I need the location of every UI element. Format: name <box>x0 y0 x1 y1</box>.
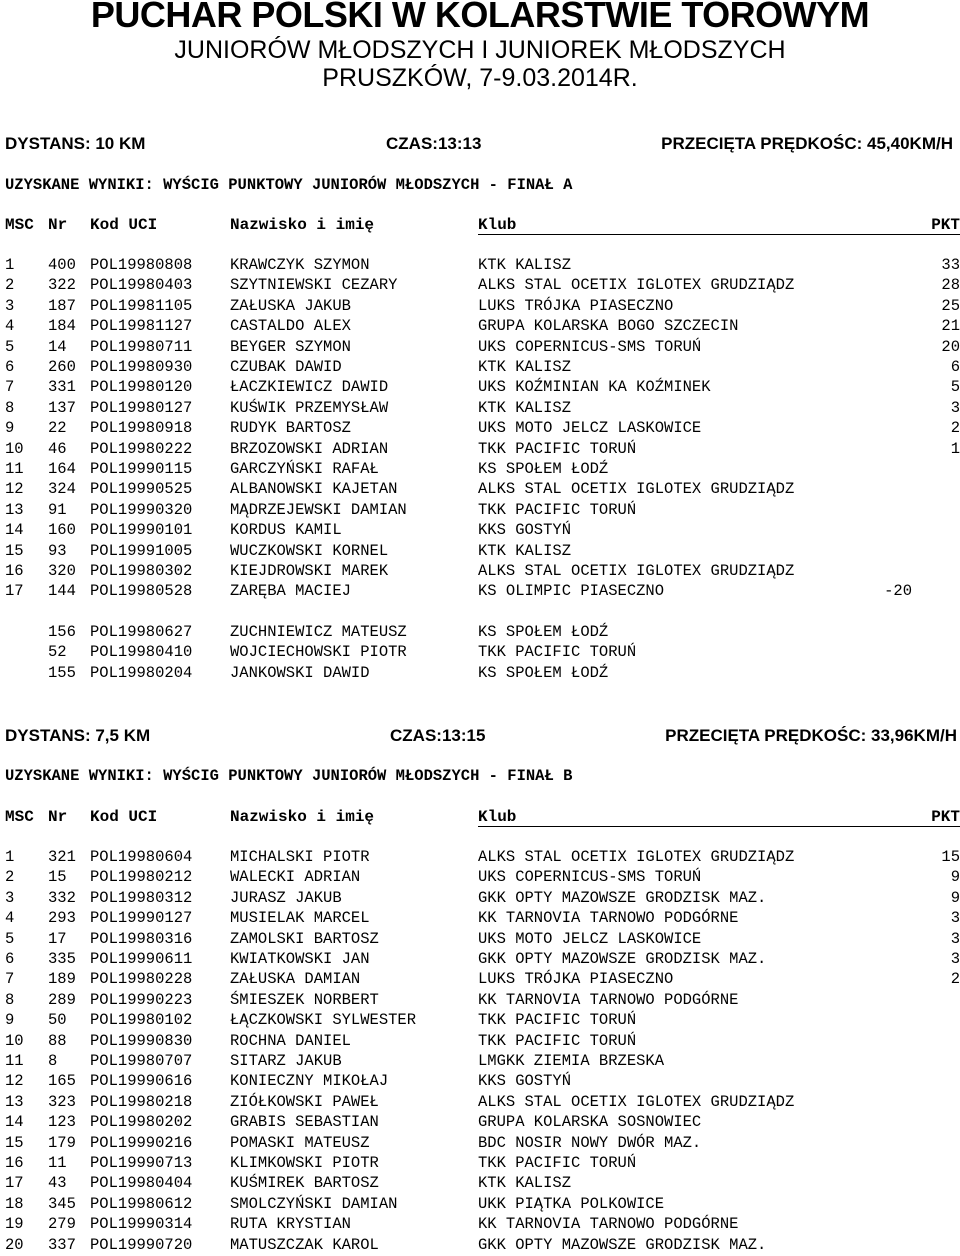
result-row <box>0 950 960 970</box>
cell-name: KUŚMIREK BARTOSZ <box>230 1174 379 1192</box>
cell-pkt: 2 <box>950 970 960 988</box>
cell-msc: 1 <box>5 848 15 866</box>
cell-name: MUSIELAK MARCEL <box>230 909 370 927</box>
cell-msc: 9 <box>5 1011 15 1029</box>
cell-club: KKS GOSTYŃ <box>478 521 572 539</box>
cell-msc: 14 <box>5 1113 24 1131</box>
cell-name: ZARĘBA MACIEJ <box>230 582 351 600</box>
cell-name: ZUCHNIEWICZ MATEUSZ <box>230 623 407 641</box>
cell-uci: POL19990611 <box>90 950 193 968</box>
cell-nr: 400 <box>48 256 76 274</box>
race-speed: PRZECIĘTA PRĘDKOŚC: 33,96KM/H <box>665 726 957 745</box>
cell-msc: 17 <box>5 1174 24 1192</box>
race-meta <box>0 726 960 750</box>
result-row <box>0 1154 960 1174</box>
cell-name: WUCZKOWSKI KORNEL <box>230 542 389 560</box>
col-header-pkt: PKT <box>900 808 960 827</box>
result-row <box>0 419 960 439</box>
cell-msc: 15 <box>5 542 24 560</box>
place-date: PRUSZKÓW, 7-9.03.2014R. <box>322 64 638 92</box>
result-row <box>0 256 960 276</box>
result-row <box>0 1032 960 1052</box>
cell-club: KKS GOSTYŃ <box>478 1072 572 1090</box>
result-row <box>0 542 960 562</box>
cell-nr: 337 <box>48 1236 76 1254</box>
cell-club: ALKS STAL OCETIX IGLOTEX GRUDZIĄDZ <box>478 562 795 580</box>
cell-pkt: 20 <box>941 338 960 356</box>
unranked-row <box>0 623 960 643</box>
cell-uci: POL19980808 <box>90 256 193 274</box>
cell-name: ZIÓŁKOWSKI PAWEŁ <box>230 1093 379 1111</box>
cell-pkt: 28 <box>941 276 960 294</box>
cell-club: BDC NOSIR NOWY DWÓR MAZ. <box>478 1134 702 1152</box>
cell-nr: 8 <box>48 1052 58 1070</box>
cell-msc: 11 <box>5 1052 24 1070</box>
unranked-row <box>0 664 960 684</box>
cell-nr: 165 <box>48 1072 76 1090</box>
cell-club: GRUPA KOLARSKA BOGO SZCZECIN <box>478 317 739 335</box>
cell-msc: 1 <box>5 256 15 274</box>
cell-club: UKS KOŹMINIAN KA KOŹMINEK <box>478 378 711 396</box>
cell-nr: 22 <box>48 419 67 437</box>
cell-uci: POL19980212 <box>90 868 193 886</box>
cell-name: KONIECZNY MIKOŁAJ <box>230 1072 389 1090</box>
result-row <box>0 1134 960 1154</box>
cell-uci: POL19980127 <box>90 399 193 417</box>
cell-uci: POL19980604 <box>90 848 193 866</box>
cell-msc: 10 <box>5 440 24 458</box>
cell-club: ALKS STAL OCETIX IGLOTEX GRUDZIĄDZ <box>478 480 795 498</box>
cell-name: SITARZ JAKUB <box>230 1052 342 1070</box>
cell-pkt: 3 <box>950 930 960 948</box>
col-header-uci: Kod UCI <box>90 808 158 826</box>
column-headers <box>0 216 960 238</box>
result-row <box>0 909 960 929</box>
cell-name: ŁACZKIEWICZ DAWID <box>230 378 389 396</box>
cell-nr: 320 <box>48 562 76 580</box>
cell-uci: POL19980120 <box>90 378 193 396</box>
cell-msc: 12 <box>5 1072 24 1090</box>
cell-msc: 10 <box>5 1032 24 1050</box>
cell-club: KS SPOŁEM ŁODŹ <box>478 460 609 478</box>
cell-msc: 11 <box>5 460 24 478</box>
column-headers <box>0 808 960 830</box>
cell-pkt: 25 <box>941 297 960 315</box>
cell-club: ALKS STAL OCETIX IGLOTEX GRUDZIĄDZ <box>478 848 795 866</box>
col-header-club: Klub <box>478 808 958 827</box>
cell-msc: 20 <box>5 1236 24 1254</box>
result-row <box>0 1093 960 1113</box>
race-caption: UZYSKANE WYNIKI: WYŚCIG PUNKTOWY JUNIORÓW MŁODSZYCH - FINAŁ A <box>5 176 573 194</box>
race-distance: DYSTANS: 10 KM <box>5 134 146 153</box>
cell-nr: 14 <box>48 338 67 356</box>
cell-club: UKS COPERNICUS-SMS TORUŃ <box>478 868 702 886</box>
cell-nr: 187 <box>48 297 76 315</box>
cell-club: UKS MOTO JELCZ LASKOWICE <box>478 930 702 948</box>
cell-uci: POL19990115 <box>90 460 193 478</box>
cell-uci: POL19980222 <box>90 440 193 458</box>
cell-club: TKK PACIFIC TORUŃ <box>478 1032 637 1050</box>
result-row <box>0 1072 960 1092</box>
cell-nr: 293 <box>48 909 76 927</box>
cell-name: KWIATKOWSKI JAN <box>230 950 370 968</box>
result-row <box>0 1195 960 1215</box>
cell-club: KS SPOŁEM ŁODŹ <box>478 623 609 641</box>
cell-uci: POL19980410 <box>90 643 193 661</box>
cell-name: GARCZYŃSKI RAFAŁ <box>230 460 379 478</box>
cell-msc: 16 <box>5 562 24 580</box>
cell-club: KTK KALISZ <box>478 358 572 376</box>
cell-club: TKK PACIFIC TORUŃ <box>478 1154 637 1172</box>
cell-uci: POL19980316 <box>90 930 193 948</box>
cell-pkt: 21 <box>941 317 960 335</box>
cell-pkt: 3 <box>950 950 960 968</box>
cell-club: UKS COPERNICUS-SMS TORUŃ <box>478 338 702 356</box>
result-row <box>0 460 960 480</box>
cell-msc: 14 <box>5 521 24 539</box>
cell-nr: 144 <box>48 582 76 600</box>
col-header-msc: MSC <box>5 216 34 234</box>
cell-uci: POL19980930 <box>90 358 193 376</box>
cell-msc: 6 <box>5 950 15 968</box>
col-header-pkt: PKT <box>900 216 960 235</box>
cell-name: ZAŁUSKA JAKUB <box>230 297 351 315</box>
cell-club: KK TARNOVIA TARNOWO PODGÓRNE <box>478 1215 739 1233</box>
cell-msc: 17 <box>5 582 24 600</box>
result-row <box>0 1236 960 1256</box>
cell-msc: 8 <box>5 399 15 417</box>
cell-name: CZUBAK DAWID <box>230 358 342 376</box>
cell-name: MATUSZCZAK KAROL <box>230 1236 379 1254</box>
cell-nr: 279 <box>48 1215 76 1233</box>
cell-msc: 9 <box>5 419 15 437</box>
result-row <box>0 562 960 582</box>
cell-name: WALECKI ADRIAN <box>230 868 361 886</box>
cell-club: TKK PACIFIC TORUŃ <box>478 440 637 458</box>
cell-nr: 164 <box>48 460 76 478</box>
col-header-msc: MSC <box>5 808 34 826</box>
cell-name: RUDYK BARTOSZ <box>230 419 351 437</box>
cell-club: TKK PACIFIC TORUŃ <box>478 501 637 519</box>
cell-club: ALKS STAL OCETIX IGLOTEX GRUDZIĄDZ <box>478 1093 795 1111</box>
cell-pkt: 9 <box>950 889 960 907</box>
cell-nr: 345 <box>48 1195 76 1213</box>
cell-uci: POL19990720 <box>90 1236 193 1254</box>
result-row <box>0 521 960 541</box>
cell-pkt: 1 <box>950 440 960 458</box>
cell-club: GKK OPTY MAZOWSZE GRODZISK MAZ. <box>478 889 767 907</box>
cell-club: KS OLIMPIC PIASECZNO <box>478 582 665 600</box>
cell-uci: POL19980612 <box>90 1195 193 1213</box>
result-row <box>0 1052 960 1072</box>
race-speed: PRZECIĘTA PRĘDKOŚC: 45,40KM/H <box>661 134 953 153</box>
race-caption: UZYSKANE WYNIKI: WYŚCIG PUNKTOWY JUNIORÓW MŁODSZYCH - FINAŁ B <box>5 767 573 785</box>
cell-msc: 13 <box>5 501 24 519</box>
cell-uci: POL19990713 <box>90 1154 193 1172</box>
result-row <box>0 848 960 868</box>
cell-club: UKK PIĄTKA POLKOWICE <box>478 1195 665 1213</box>
result-row <box>0 930 960 950</box>
result-row <box>0 970 960 990</box>
result-row <box>0 440 960 460</box>
cell-nr: 155 <box>48 664 76 682</box>
cell-nr: 335 <box>48 950 76 968</box>
cell-nr: 88 <box>48 1032 67 1050</box>
cell-pkt: 33 <box>941 256 960 274</box>
col-header-nr: Nr <box>48 216 68 234</box>
result-row <box>0 889 960 909</box>
cell-club: LUKS TRÓJKA PIASECZNO <box>478 297 674 315</box>
cell-pkt: 15 <box>941 848 960 866</box>
cell-uci: POL19980202 <box>90 1113 193 1131</box>
result-row <box>0 582 960 602</box>
result-row <box>0 276 960 296</box>
cell-name: POMASKI MATEUSZ <box>230 1134 370 1152</box>
cell-name: KORDUS KAMIL <box>230 521 342 539</box>
cell-uci: POL19990525 <box>90 480 193 498</box>
cell-nr: 332 <box>48 889 76 907</box>
cell-name: SMOLCZYŃSKI DAMIAN <box>230 1195 398 1213</box>
cell-club: GKK OPTY MAZOWSZE GRODZISK MAZ. <box>478 1236 767 1254</box>
unranked-row <box>0 643 960 663</box>
cell-uci: POL19990830 <box>90 1032 193 1050</box>
cell-name: MĄDRZEJEWSKI DAMIAN <box>230 501 407 519</box>
cell-nr: 43 <box>48 1174 67 1192</box>
result-row <box>0 338 960 358</box>
cell-club: TKK PACIFIC TORUŃ <box>478 643 637 661</box>
cell-name: BEYGER SZYMON <box>230 338 351 356</box>
cell-name: MICHALSKI PIOTR <box>230 848 370 866</box>
col-header-club: Klub <box>478 216 958 235</box>
cell-msc: 5 <box>5 930 15 948</box>
cell-name: RUTA KRYSTIAN <box>230 1215 351 1233</box>
cell-uci: POL19980218 <box>90 1093 193 1111</box>
cell-name: ALBANOWSKI KAJETAN <box>230 480 398 498</box>
cell-pkt: 3 <box>950 909 960 927</box>
cell-nr: 15 <box>48 868 67 886</box>
cell-uci: POL19981105 <box>90 297 193 315</box>
race-time: CZAS:13:15 <box>390 726 486 745</box>
cell-uci: POL19990320 <box>90 501 193 519</box>
result-row <box>0 399 960 419</box>
cell-name: ROCHNA DANIEL <box>230 1032 351 1050</box>
result-row <box>0 991 960 1011</box>
cell-uci: POL19980404 <box>90 1174 193 1192</box>
cell-uci: POL19981127 <box>90 317 193 335</box>
result-row <box>0 1113 960 1133</box>
cell-nr: 323 <box>48 1093 76 1111</box>
result-row <box>0 501 960 521</box>
result-row <box>0 480 960 500</box>
cell-club: KTK KALISZ <box>478 542 572 560</box>
cell-uci: POL19990223 <box>90 991 193 1009</box>
cell-name: JANKOWSKI DAWID <box>230 664 370 682</box>
cell-msc: 5 <box>5 338 15 356</box>
cell-club: KS SPOŁEM ŁODŹ <box>478 664 609 682</box>
result-row <box>0 1174 960 1194</box>
cell-nr: 321 <box>48 848 76 866</box>
cell-nr: 289 <box>48 991 76 1009</box>
cell-msc: 7 <box>5 378 15 396</box>
cell-name: ŁĄCZKOWSKI SYLWESTER <box>230 1011 417 1029</box>
cell-club: LMGKK ZIEMIA BRZESKA <box>478 1052 665 1070</box>
cell-nr: 123 <box>48 1113 76 1131</box>
cell-nr: 179 <box>48 1134 76 1152</box>
result-row <box>0 378 960 398</box>
cell-uci: POL19991005 <box>90 542 193 560</box>
cell-name: KUŚWIK PRZEMYSŁAW <box>230 399 389 417</box>
cell-uci: POL19980204 <box>90 664 193 682</box>
cell-club: UKS MOTO JELCZ LASKOWICE <box>478 419 702 437</box>
cell-name: CASTALDO ALEX <box>230 317 351 335</box>
cell-msc: 19 <box>5 1215 24 1233</box>
cell-msc: 7 <box>5 970 15 988</box>
cell-club: KTK KALISZ <box>478 256 572 274</box>
cell-msc: 4 <box>5 317 15 335</box>
cell-uci: POL19980711 <box>90 338 193 356</box>
cell-club: KTK KALISZ <box>478 399 572 417</box>
cell-name: BRZOZOWSKI ADRIAN <box>230 440 389 458</box>
cell-name: ZAMOLSKI BARTOSZ <box>230 930 379 948</box>
cell-name: SZYTNIEWSKI CEZARY <box>230 276 398 294</box>
cell-uci: POL19990101 <box>90 521 193 539</box>
col-header-name: Nazwisko i imię <box>230 216 375 234</box>
cell-club: LUKS TRÓJKA PIASECZNO <box>478 970 674 988</box>
cell-nr: 331 <box>48 378 76 396</box>
cell-uci: POL19980312 <box>90 889 193 907</box>
cell-nr: 324 <box>48 480 76 498</box>
cell-pkt: -20 <box>884 582 912 600</box>
cell-msc: 6 <box>5 358 15 376</box>
cell-nr: 91 <box>48 501 67 519</box>
cell-msc: 8 <box>5 991 15 1009</box>
cell-uci: POL19990216 <box>90 1134 193 1152</box>
cell-msc: 16 <box>5 1154 24 1172</box>
cell-club: KK TARNOVIA TARNOWO PODGÓRNE <box>478 991 739 1009</box>
cell-name: KIEJDROWSKI MAREK <box>230 562 389 580</box>
cell-pkt: 5 <box>950 378 960 396</box>
cell-uci: POL19980707 <box>90 1052 193 1070</box>
cell-uci: POL19990127 <box>90 909 193 927</box>
result-row <box>0 317 960 337</box>
cell-name: JURASZ JAKUB <box>230 889 342 907</box>
cell-name: ŚMIESZEK NORBERT <box>230 991 379 1009</box>
cell-msc: 12 <box>5 480 24 498</box>
result-row <box>0 1215 960 1235</box>
cell-name: WOJCIECHOWSKI PIOTR <box>230 643 407 661</box>
cell-msc: 2 <box>5 868 15 886</box>
cell-uci: POL19980403 <box>90 276 193 294</box>
cell-club: TKK PACIFIC TORUŃ <box>478 1011 637 1029</box>
cell-msc: 2 <box>5 276 15 294</box>
cell-nr: 189 <box>48 970 76 988</box>
cell-club: KTK KALISZ <box>478 1174 572 1192</box>
cell-msc: 4 <box>5 909 15 927</box>
cell-nr: 260 <box>48 358 76 376</box>
cell-club: ALKS STAL OCETIX IGLOTEX GRUDZIĄDZ <box>478 276 795 294</box>
cell-uci: POL19980627 <box>90 623 193 641</box>
cell-nr: 46 <box>48 440 67 458</box>
cell-uci: POL19980302 <box>90 562 193 580</box>
cell-nr: 17 <box>48 930 67 948</box>
race-distance: DYSTANS: 7,5 KM <box>5 726 151 745</box>
cell-pkt: 9 <box>950 868 960 886</box>
result-row <box>0 868 960 888</box>
cell-pkt: 2 <box>950 419 960 437</box>
col-header-nr: Nr <box>48 808 68 826</box>
cell-nr: 184 <box>48 317 76 335</box>
result-row <box>0 358 960 378</box>
race-meta <box>0 134 960 158</box>
page-title: PUCHAR POLSKI W KOLARSTWIE TOROWYM <box>90 0 870 35</box>
cell-club: GRUPA KOLARSKA SOSNOWIEC <box>478 1113 702 1131</box>
cell-msc: 18 <box>5 1195 24 1213</box>
cell-msc: 15 <box>5 1134 24 1152</box>
cell-uci: POL19990314 <box>90 1215 193 1233</box>
cell-name: ZAŁUSKA DAMIAN <box>230 970 361 988</box>
cell-nr: 93 <box>48 542 67 560</box>
cell-nr: 322 <box>48 276 76 294</box>
cell-nr: 52 <box>48 643 67 661</box>
col-header-uci: Kod UCI <box>90 216 158 234</box>
cell-nr: 50 <box>48 1011 67 1029</box>
cell-name: GRABIS SEBASTIAN <box>230 1113 379 1131</box>
cell-pkt: 3 <box>950 399 960 417</box>
cell-uci: POL19990616 <box>90 1072 193 1090</box>
cell-pkt: 6 <box>950 358 960 376</box>
result-row <box>0 1011 960 1031</box>
cell-msc: 3 <box>5 889 15 907</box>
cell-nr: 160 <box>48 521 76 539</box>
cell-name: KLIMKOWSKI PIOTR <box>230 1154 379 1172</box>
cell-name: KRAWCZYK SZYMON <box>230 256 370 274</box>
cell-uci: POL19980102 <box>90 1011 193 1029</box>
cell-uci: POL19980228 <box>90 970 193 988</box>
page-subtitle: JUNIORÓW MŁODSZYCH I JUNIOREK MŁODSZYCH <box>174 36 786 64</box>
cell-club: GKK OPTY MAZOWSZE GRODZISK MAZ. <box>478 950 767 968</box>
cell-nr: 11 <box>48 1154 67 1172</box>
cell-club: KK TARNOVIA TARNOWO PODGÓRNE <box>478 909 739 927</box>
result-row <box>0 297 960 317</box>
col-header-name: Nazwisko i imię <box>230 808 375 826</box>
cell-uci: POL19980918 <box>90 419 193 437</box>
cell-nr: 156 <box>48 623 76 641</box>
cell-msc: 3 <box>5 297 15 315</box>
cell-nr: 137 <box>48 399 76 417</box>
cell-msc: 13 <box>5 1093 24 1111</box>
cell-uci: POL19980528 <box>90 582 193 600</box>
race-time: CZAS:13:13 <box>386 134 482 153</box>
